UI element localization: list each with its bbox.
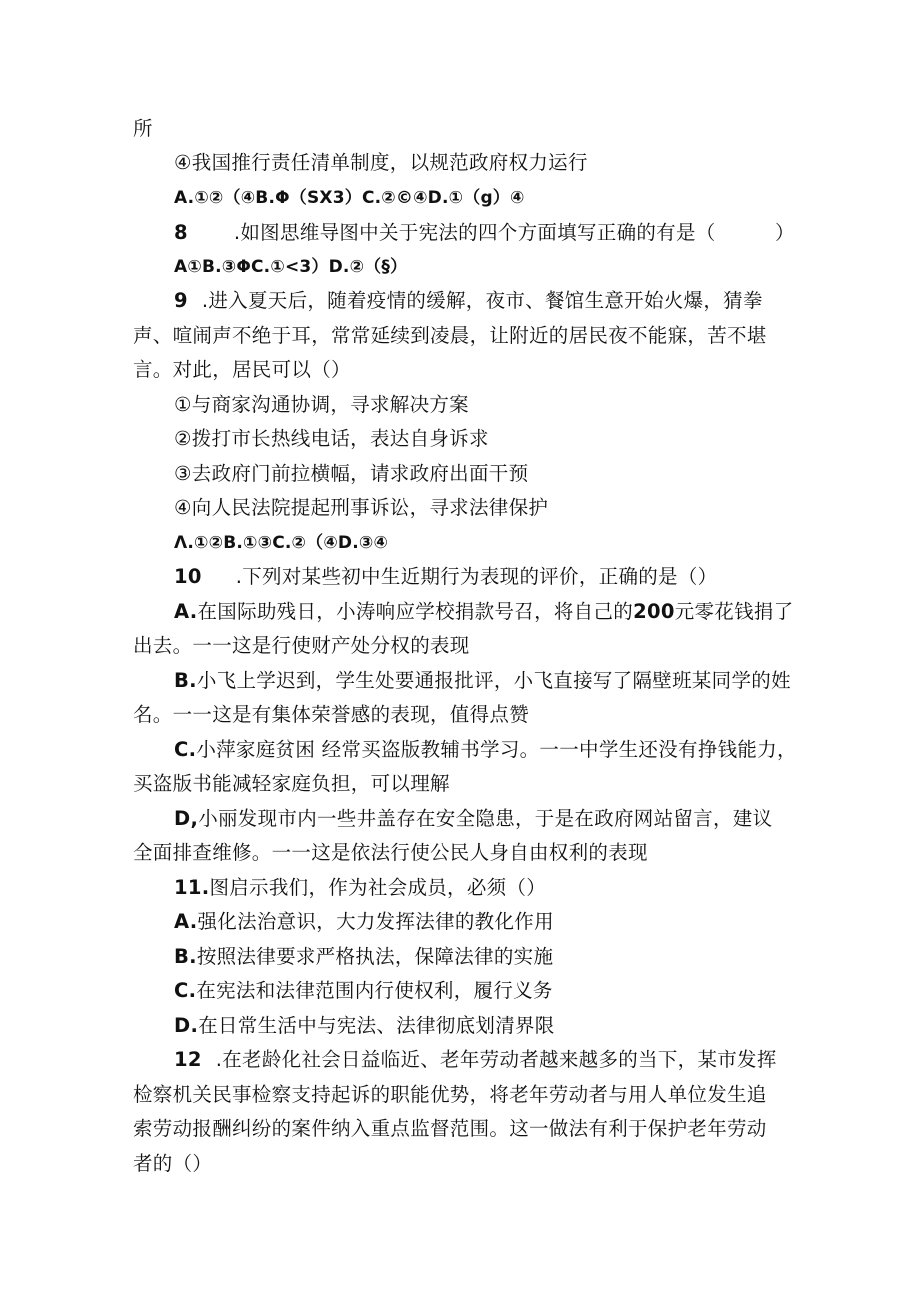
- text-line: [0, 1147, 920, 1181]
- question-text: .如图思维导图中关于宪法的四个方面填写正确的有是（ ）: [233, 221, 795, 244]
- line-text: 名。一一这是有集体荣誉感的表现，值得点赞: [133, 703, 530, 726]
- option-item: [0, 595, 920, 629]
- option-item: [0, 422, 920, 456]
- question-11: [0, 871, 920, 905]
- answer-choices: [0, 181, 920, 215]
- line-text: ④我国推行责任清单制度，以规范政府权力运行: [174, 151, 588, 174]
- option-letter: A.: [174, 600, 198, 623]
- line-text: A.①②（④B.Φ（SX3）C.②©④D.①（g）④: [174, 188, 525, 208]
- option-letter: D,: [174, 807, 199, 830]
- text-line: [0, 112, 920, 146]
- option-letter: C.: [174, 738, 197, 761]
- option-item: [0, 388, 920, 422]
- text-line: [0, 1078, 920, 1112]
- option-letter: C.: [174, 979, 197, 1002]
- question-9: [0, 284, 920, 318]
- answer-choices: [0, 526, 920, 560]
- option-item: [0, 974, 920, 1008]
- line-text: 全面排查维修。一一这是依法行使公民人身自由权利的表现: [133, 841, 648, 864]
- text-line: [0, 767, 920, 801]
- line-text: 出去。一一这是行使财产处分权的表现: [133, 634, 470, 657]
- option-item: [0, 940, 920, 974]
- option-letter: D.: [174, 1014, 199, 1037]
- option-letter: B.: [174, 669, 197, 692]
- line-text: 小飞上学迟到，学生处要通报批评，小飞直接写了隔壁班某同学的姓: [196, 669, 791, 692]
- option-item: [0, 664, 920, 698]
- line-text: Λ.①②B.①③C.②（④D.③④: [174, 533, 389, 553]
- line-text: 声、喧闹声不绝于耳，常常延续到凌晨，让附近的居民夜不能寐，苦不堪: [133, 324, 767, 347]
- line-text: 在国际助残日，小涛响应学校捐款号召，将自己的: [197, 600, 634, 623]
- option-item: [0, 733, 920, 767]
- text-line: [0, 353, 920, 387]
- text-line: [0, 629, 920, 663]
- line-text: 言。对此，居民可以（）: [133, 358, 351, 381]
- line-text: 元零花钱捐了: [674, 600, 794, 623]
- question-number: 9: [174, 289, 188, 312]
- text-line: [0, 698, 920, 732]
- option-item: [0, 146, 920, 180]
- line-text: 所: [133, 117, 153, 140]
- question-number: 11.: [174, 876, 210, 899]
- line-text: 小萍家庭贫困 经常买盗版教辅书学习。一一中学生还没有挣钱能力，: [196, 738, 797, 761]
- question-text: .下列对某些初中生近期行为表现的评价，正确的是（）: [235, 565, 718, 588]
- option-item: [0, 491, 920, 525]
- text-line: [0, 836, 920, 870]
- option-item: [0, 905, 920, 939]
- line-text: 买盗版书能减轻家庭负担，可以理解: [133, 772, 450, 795]
- question-text: .进入夏天后，随着疫情的缓解，夜市、餐馆生意开始火爆，猜拳: [201, 289, 763, 312]
- line-number: 200: [633, 600, 675, 623]
- question-number: 12: [174, 1048, 202, 1071]
- line-text: 按照法律要求严格执法，保障法律的实施: [196, 945, 554, 968]
- line-text: 强化法治意识，大力发挥法律的教化作用: [197, 910, 554, 933]
- line-text: 检察机关民事检察支持起诉的职能优势，将老年劳动者与用人单位发生追: [133, 1083, 767, 1106]
- text-line: [0, 319, 920, 353]
- question-text: .在老龄化社会日益临近、老年劳动者越来越多的当下，某市发挥: [215, 1048, 777, 1071]
- line-text: ②拨打市长热线电话，表达自身诉求: [174, 427, 489, 450]
- question-number: 10: [174, 565, 202, 588]
- option-item: [0, 1009, 920, 1043]
- option-item: [0, 802, 920, 836]
- question-12: [0, 1043, 920, 1077]
- answer-choices: [0, 250, 920, 284]
- line-text: 者的（）: [133, 1152, 213, 1175]
- question-10: [0, 560, 920, 594]
- option-item: [0, 457, 920, 491]
- question-number: 8: [174, 221, 188, 244]
- line-text: A①B.③ΦC.①<3）D.②（§）: [174, 257, 408, 277]
- question-8: [0, 216, 920, 250]
- line-text: ③去政府门前拉横幅，请求政府出面干预: [174, 462, 529, 485]
- text-line: [0, 1112, 920, 1146]
- line-text: ①与商家沟通协调，寻求解决方案: [174, 393, 469, 416]
- option-letter: B.: [174, 945, 197, 968]
- option-letter: A.: [174, 910, 198, 933]
- question-text: 图启示我们，作为社会成员，必须（）: [209, 876, 547, 899]
- line-text: 在日常生活中与宪法、法律彻底划清界限: [198, 1014, 555, 1037]
- line-text: ④向人民法院提起刑事诉讼，寻求法律保护: [174, 496, 549, 519]
- line-text: 索劳动报酬纠纷的案件纳入重点监督范围。这一做法有利于保护老年劳动: [133, 1117, 767, 1140]
- line-text: 在宪法和法律范围内行使权利，履行义务: [196, 979, 553, 1002]
- line-text: 小丽发现市内一些井盖存在安全隐患，于是在政府网站留言，建议: [198, 807, 773, 830]
